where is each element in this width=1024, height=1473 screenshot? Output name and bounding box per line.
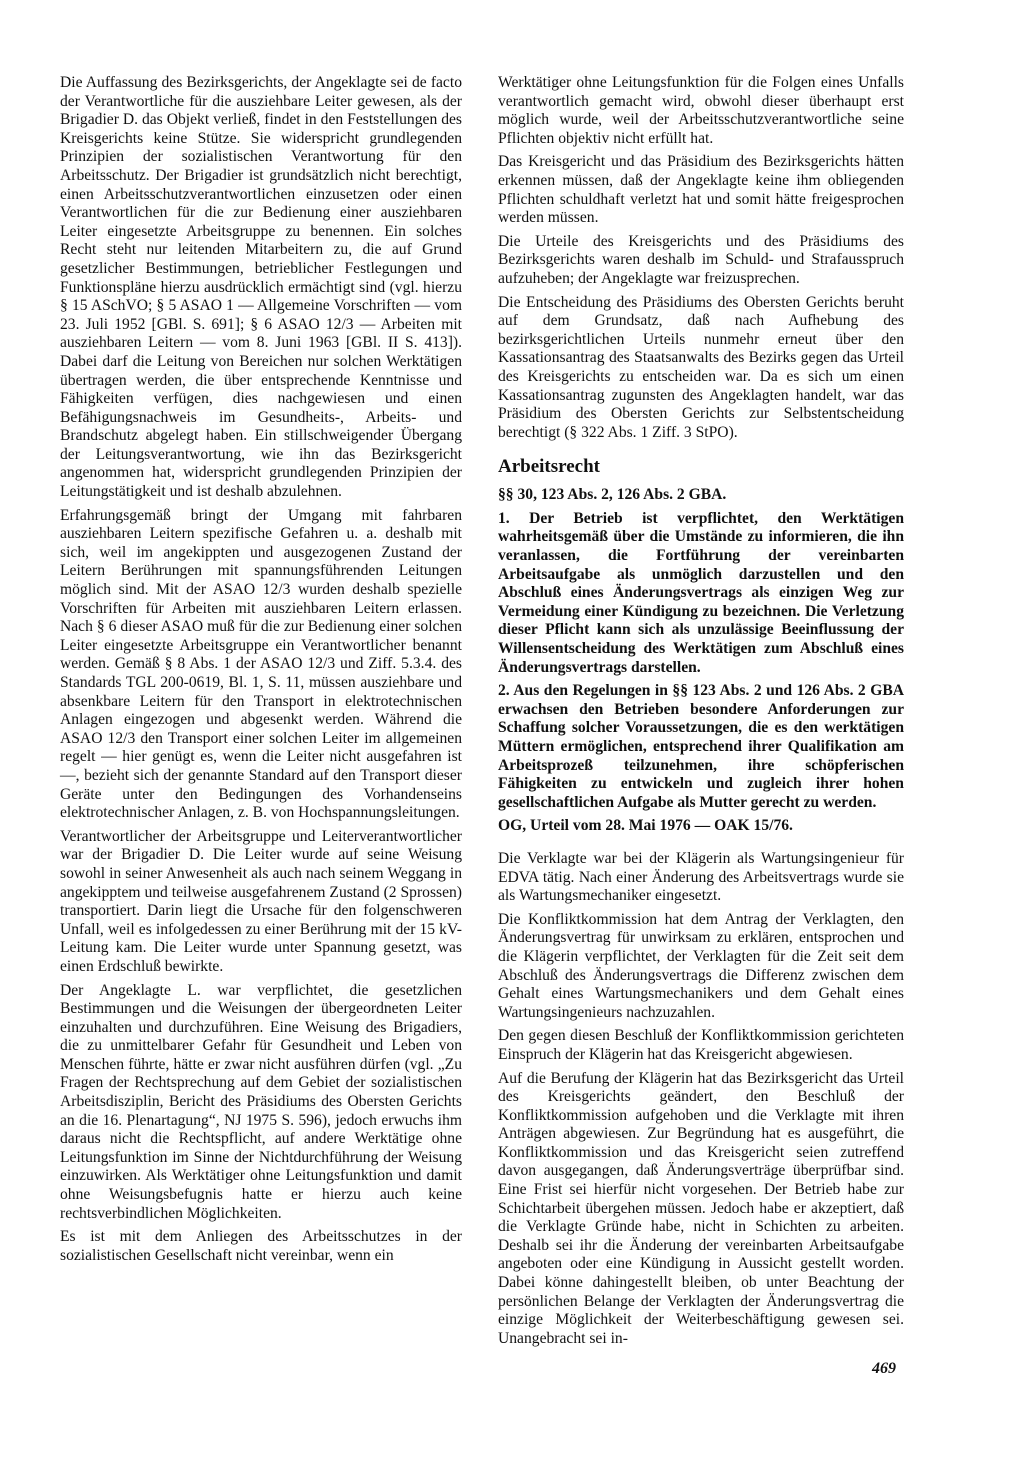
court-citation: OG, Urteil vom 28. Mai 1976 — OAK 15/76. [498,817,793,835]
paragraph: Die Urteile des Kreisgerichts und des Präsidiums des Bezirksgerichts waren deshalb im Schuld- und Strafausspruch aufzuheben; der Angeklagte war freizusprechen. [498,232,904,287]
paragraph: Erfahrungsgemäß bringt der Umgang mit fahrbaren ausziehbaren Leitern spezifische Gefahren u. a. deshalb mit sich, weil im angekippten und ausgezogenen Zustand der Leitern Berührungen mit spannungsführenden Leitungen möglich sind. Mit der ASAO 12/3 wurden deshalb spezielle Vorschriften für Arbeiten mit ausziehbaren Leitern erlassen. Nach § 6 dieser ASAO muß für die zur Bedienung einer solchen Leiter eingesetzte Arbeitsgruppe ein Verantwortlicher benannt werden. Gemäß § 8 Abs. 1 der ASAO 12/3 und Ziff. 5.3.4. des Standards TGL 200-0619, Bl. 1, S. 11, müssen ausziehbare und absenkbare Leitern für den Transport in elektrotechnischen Anlagen eingezogen und abgesenkt werden. Während die ASAO 12/3 den Transport einer solchen Leiter im allgemeinen regelt — hier genügt es, wenn die Leiter nicht ausgefahren ist —, bezieht sich der genannte Standard auf den Transport dieser Geräte unter den Bedingungen des Vorhandenseins elektrotechnischer Anlagen, z. B. von Hochspannungsleitungen. [60,506,462,822]
legal-norms: §§ 30, 123 Abs. 2, 126 Abs. 2 GBA. [498,486,727,504]
paragraph: Der Angeklagte L. war verpflichtet, die gesetzlichen Bestimmungen und die Weisungen der übergeordneten Leiter einzuhalten und durchzuführen. Eine Weisung des Brigadiers, die zu unmittelbarer Gefahr für Gesundheit und Leben von Menschen führte, hätte er zwar nicht ausführen dürfen (vgl. „Zu Fragen der Rechtsprechung auf dem Gebiet der sozialistischen Arbeitsdisziplin, Bericht des Präsidiums des Obersten Gerichts an die 16. Plenartagung“, NJ 1975 S. 596), jedoch erwuchs ihm daraus nicht die Rechtspflicht, auf andere Werktätige ohne Leitungsfunktion im Sinne der Nichtdurchführung der Weisung einzuwirken. Als Werktätiger ohne Leitungsfunktion und damit ohne Weisungsbefugnis hatte er hierzu auch keine rechtsverbindlichen Möglichkeiten. [60,981,462,1222]
paragraph: Verantwortlicher der Arbeitsgruppe und Leiterverantwortlicher war der Brigadier D. Die Leiter wurde auf seine Weisung sowohl in seiner Anwesenheit als auch nach seinem Weggang in angekipptem und teilweise ausgefahrenem Zustand (2 Sprossen) transportiert. Darin liegt die Ursache für den folgenschweren Unfall, weil es infolgedessen zu einer Berührung mit der 15 kV-Leitung kam. Die Leiter wurde unter Spannung gesetzt, was einen Erdschluß bewirkte. [60,827,462,975]
headnote: 1. Der Betrieb ist verpflichtet, den Werktätigen wahrheitsgemäß über die Umstände zu informieren, die ihn veranlassen, die Fortführung der vereinbarten Arbeitsaufgabe als unmöglich darzustellen und den Abschluß eines Änderungsvertrags als einzigen Weg zur Vermeidung einer Kündigung zu bezeichnen. Die Verletzung dieser Pflicht kann sich als unzulässige Beeinflussung der Willensentscheidung des Werktätigen zum Abschluß eines Änderungsvertrags darstellen. [498,509,904,676]
right-column [498,74,904,1353]
page-number: 469 [872,1360,896,1377]
paragraph: Es ist mit dem Anliegen des Arbeitsschutzes in der sozialistischen Gesellschaft nicht vereinbar, wenn ein [60,1228,462,1264]
left-column [60,74,462,1270]
paragraph: Den gegen diesen Beschluß der Konfliktkommission gerichteten Einspruch der Klägerin hat das Kreisgericht abgewiesen. [498,1027,904,1063]
headnote: 2. Aus den Regelungen in §§ 123 Abs. 2 und 126 Abs. 2 GBA erwachsen den Betrieben besondere Anforderungen zur Schaffung solcher Voraussetzungen, die es den werktätigen Müttern ermöglichen, entsprechend ihrer Qualifikation am Arbeitsprozeß teilzunehmen, ihre schöpferischen Fähigkeiten zu entwickeln und zugleich ihrer hohen gesellschaftlichen Aufgabe als Mutter gerecht zu werden. [498,682,904,811]
paragraph: Werktätiger ohne Leitungsfunktion für die Folgen eines Unfalls verantwortlich gemacht wird, obwohl dieser überhaupt erst möglich wurde, weil der Arbeitsschutzverantwortliche seine Pflichten objektiv nicht erfüllt hat. [498,74,904,147]
paragraph: Die Verklagte war bei der Klägerin als Wartungsingenieur für EDVA tätig. Nach einer Änderung des Arbeitsvertrags wurde sie als Wartungsmechaniker eingesetzt. [498,849,904,905]
paragraph: Das Kreisgericht und das Präsidium des Bezirksgerichts hätten erkennen müssen, daß der Angeklagte keine ihm obliegenden Pflichten schuldhaft verletzt hat und somit hätte freigesprochen werden müssen. [498,153,904,227]
paragraph: Die Auffassung des Bezirksgerichts, der Angeklagte sei de facto der Verantwortliche für die ausziehbare Leiter gewesen, als der Brigadier D. das Objekt verließ, findet in den Feststellungen des Kreisgerichts keine Stütze. Sie widerspricht grundlegenden Prinzipien der sozialistischen Verantwortung für den Arbeitsschutz. Der Brigadier ist grundsätzlich nicht berechtigt, einen Arbeitsschutzverantwortlichen einzusetzen oder einen Verantwortlichen für die zur Bedienung einer ausziehbaren Leiter eingesetzte Arbeitsgruppe zu benennen. Ein solches Recht steht nur leitenden Mitarbeitern zu, die auf Grund gesetzlicher Bestimmungen, betrieblicher Festlegungen und Funktionspläne hierzu ausdrücklich ermächtigt sind (vgl. hierzu § 15 ASchVO; § 5 ASAO 1 — Allgemeine Vorschriften — vom 23. Juli 1952 [GBl. S. 691]; § 6 ASAO 12/3 — Arbeiten mit ausziehbaren Leitern — vom 8. Juni 1963 [GBl. II S. 413]). Dabei darf die Leitung von Bereichen nur solchen Werktätigen übertragen werden, die über entsprechende Kenntnisse und Fähigkeiten verfügen, dies nachgewiesen und einen Befähigungsnachweis im Gesundheits-, Arbeits- und Brandschutz abgelegt haben. Ein stillschweigender Übergang der Leitungsverantwortung, wie ihn das Bezirksgericht angenommen hat, widerspricht grundlegenden Prinzipien der Leitungstätigkeit und ist deshalb abzulehnen. [60,74,462,501]
section-title: Arbeitsrecht [498,456,601,478]
paragraph: Auf die Berufung der Klägerin hat das Bezirksgericht das Urteil des Kreisgerichts geändert, den Beschluß der Konfliktkommission aufgehoben und die Verklagte mit ihren Anträgen abgewiesen. Zur Begründung hat es ausgeführt, die Konfliktkommission und das Kreisgericht seien zutreffend davon ausgegangen, daß Änderungsverträge überprüfbar sind. Eine Frist sei hierfür nicht vorgesehen. Der Betrieb habe zur Schichtarbeit übergehen müssen. Jedoch habe er akzeptiert, daß die Verklagte Gründe habe, nicht in Schichten zu arbeiten. Deshalb sei ihr die Änderung der vereinbarten Arbeitsaufgabe angeboten oder eine Kündigung in Aussicht gestellt worden. Dabei könne dahingestellt bleiben, ob unter Beachtung der persönlichen Belange der Verklagten der Änderungsvertrag die einzige Möglichkeit der Weiterbeschäftigung gewesen sei. Unangebracht sei in- [498,1069,904,1347]
paragraph: Die Entscheidung des Präsidiums des Obersten Gerichts beruht auf dem Grundsatz, daß nach Aufhebung des bezirksgerichtlichen Urteils nunmehr erneut über den Kassationsantrag des Staatsanwalts des Bezirks gegen das Urteil des Kreisgerichts zu entscheiden war. Da es sich um einen Kassationsantrag zugunsten des Angeklagten handelt, war das Präsidium des Obersten Gerichts zur Selbstentscheidung berechtigt (§ 322 Abs. 1 Ziff. 3 StPO). [498,293,904,441]
paragraph: Die Konfliktkommission hat dem Antrag der Verklagten, den Änderungsvertrag für unwirksam zu erklären, entsprochen und die Klägerin verpflichtet, der Verklagten für die Zeit seit dem Abschluß des Änderungsvertrags die Differenz zwischen dem Gehalt eines Wartungsmechanikers und dem Gehalt eines Wartungsingenieurs nachzuzahlen. [498,910,904,1021]
